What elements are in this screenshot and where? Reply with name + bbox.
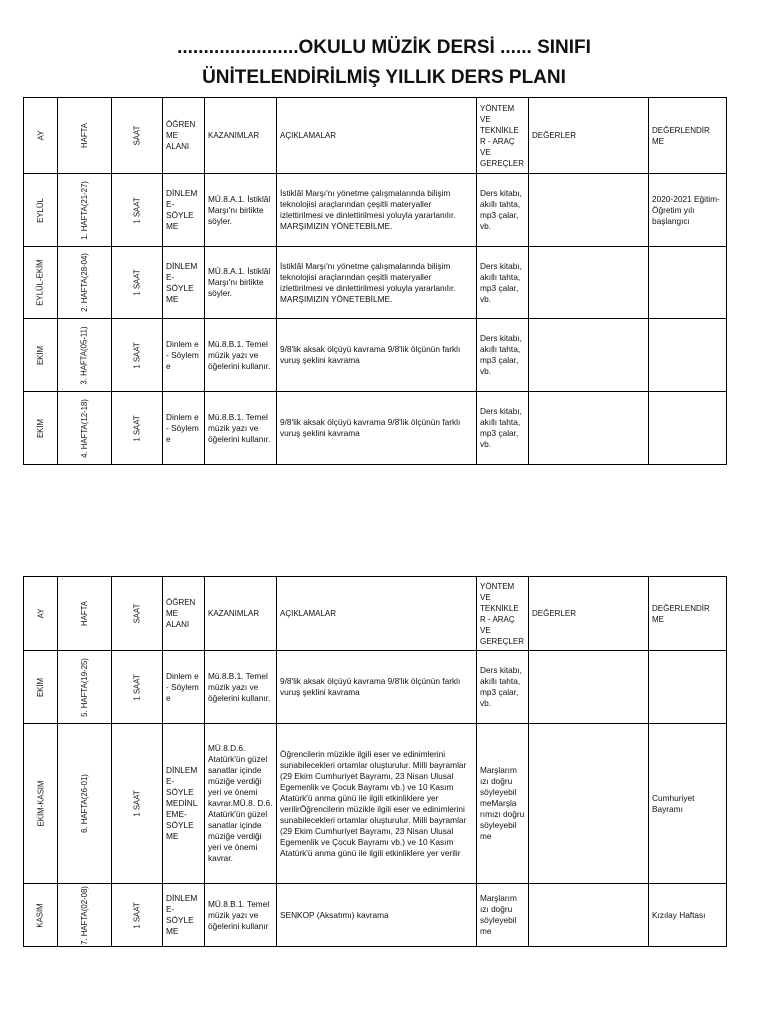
header-hafta	[58, 98, 112, 174]
cell-ay	[24, 319, 58, 392]
cell-yontem: Marşlarım ızı doğru söyleyebil meMarşla rımızı doğru söyleyebil me	[477, 724, 529, 884]
cell-degerlendirme: Cumhuriyet Bayramı	[649, 724, 727, 884]
plan-table-1	[23, 97, 727, 465]
header-saat	[112, 577, 163, 651]
header-aciklamalar: AÇIKLAMALAR	[277, 98, 477, 174]
header-aciklamalar: AÇIKLAMALAR	[277, 577, 477, 651]
cell-ogrenme: DİNLEM E-SÖYLE MEDİNL EME-SÖYLE ME	[163, 724, 205, 884]
header-ogrenme: ÖĞREN ME ALANI	[163, 98, 205, 174]
cell-degerlendirme	[649, 319, 727, 392]
cell-yontem: Ders kitabı, akıllı tahta, mp3 çalar, vb.	[477, 247, 529, 319]
header-kazanimlar: KAZANIMLAR	[205, 98, 277, 174]
document-title: .......................OKULU MÜZİK DERSİ ...... SINIFI	[177, 37, 591, 58]
cell-degerler	[529, 884, 649, 947]
cell-hafta-label: 5. HAFTA(19-25)	[80, 657, 89, 717]
cell-kazanim: Mü.8.B.1. Temel müzik yazı ve öğelerini kullanır.	[205, 319, 277, 392]
plan-table-2	[23, 576, 727, 947]
cell-yontem: Ders kitabı, akıllı tahta, mp3 çalar, vb.	[477, 174, 529, 247]
cell-hafta-label: 7. HAFTA(02-08)	[80, 885, 89, 945]
header-saat-label: SAAT	[132, 603, 142, 624]
cell-degerler	[529, 724, 649, 884]
cell-ay-label: KASIM	[35, 902, 45, 928]
cell-kazanim: MÜ.8.A.1. İstiklâl Marşı'nı birlikte söyler.	[205, 247, 277, 319]
table-row	[24, 651, 727, 724]
cell-hafta	[58, 174, 112, 247]
cell-degerler	[529, 651, 649, 724]
cell-degerlendirme: 2020-2021 Eğitim-Öğretim yılı başlangıcı	[649, 174, 727, 247]
cell-ay-label: EYLÜL-EKİM	[36, 259, 45, 306]
header-row	[24, 98, 727, 174]
cell-aciklama: Öğrencilerin müzikle ilgili eser ve edinimlerini sunabilecekleri ortamlar oluşturulur. Milli bayramlar (29 Ekim Cumhuriyet Bayramı, 23 Nisan Ulusal Egemenlik ve Çocuk Bayramı vb.) ve 10 Kasım Atatürk'ü anma günü ile ilgili etkinliklere yer verilirÖğrencilerin müzikle ilgili eser ve edinimlerini sunabilecekleri ortamlar oluşturulur. Milli bayramlar (29 Ekim Cumhuriyet Bayramı, 23 Nisan Ulusal Egemenlik ve Çocuk Bayramı vb.) ve 10 Kasım Atatürk'ü anma günü ile ilgili etkinliklere yer verilir	[277, 724, 477, 884]
cell-aciklama: İstiklâl Marşı'nı yönetme çalışmalarında bilişim teknolojisi araçlarından çeşitli materyaller izlettirilmesi ve dinlettirilmesi yoluyla yararlanılır. MARŞIMIZIN YÖNETEBİLME.	[277, 174, 477, 247]
cell-aciklama: 9/8'lik aksak ölçüyü kavrama 9/8'lik ölçünün farklı vuruş şeklini kavrama	[277, 651, 477, 724]
cell-yontem: Ders kitabı, akıllı tahta, mp3 çalar, vb.	[477, 392, 529, 465]
cell-saat-label: 1 SAAT	[132, 901, 142, 929]
cell-ogrenme: DİNLEM E-SÖYLE ME	[163, 884, 205, 947]
cell-ogrenme: DİNLEM E-SÖYLE ME	[163, 174, 205, 247]
header-kazanimlar: KAZANIMLAR	[205, 577, 277, 651]
cell-degerlendirme	[649, 247, 727, 319]
cell-saat-label: 1 SAAT	[132, 341, 142, 369]
cell-hafta	[58, 884, 112, 947]
cell-degerler	[529, 174, 649, 247]
cell-saat	[112, 319, 163, 392]
cell-ogrenme: DİNLEM E-SÖYLE ME	[163, 247, 205, 319]
header-ay	[24, 98, 58, 174]
cell-saat	[112, 174, 163, 247]
table-row	[24, 174, 727, 247]
header-degerlendirme: DEĞERLENDİR ME	[649, 98, 727, 174]
cell-degerler	[529, 247, 649, 319]
cell-ay	[24, 884, 58, 947]
cell-hafta-label: 2. HAFTA(28-04)	[80, 253, 89, 312]
header-yontem: YÖNTEM VE TEKNİKLE R - ARAÇ VE GEREÇLER	[477, 98, 529, 174]
cell-hafta	[58, 319, 112, 392]
cell-saat	[112, 724, 163, 884]
cell-saat	[112, 392, 163, 465]
cell-aciklama: 9/8'lik aksak ölçüyü kavrama 9/8'lik ölçünün farklı vuruş şeklini kavrama	[277, 392, 477, 465]
header-saat-label: SAAT	[132, 125, 142, 146]
cell-aciklama: İstiklâl Marşı'nı yönetme çalışmalarında bilişim teknolojisi araçlarından çeşitli materyaller izlettirilmesi ve dinlettirilmesi yoluyla yararlanılır. MARŞIMIZIN YÖNETEBİLME.	[277, 247, 477, 319]
cell-hafta	[58, 651, 112, 724]
cell-ogrenme: Dinlem e - Söylem e	[163, 319, 205, 392]
cell-ogrenme: Dinlem e - Söylem e	[163, 651, 205, 724]
cell-kazanim: Mü.8.B.1. Temel müzik yazı ve öğelerini kullanır.	[205, 392, 277, 465]
cell-yontem: Ders kitabı, akıllı tahta, mp3 çalar, vb.	[477, 319, 529, 392]
header-ay	[24, 577, 58, 651]
cell-ogrenme: Dinlem e - Söylem e	[163, 392, 205, 465]
cell-ay	[24, 724, 58, 884]
cell-hafta-label: 1. HAFTA(21-27)	[80, 180, 89, 240]
header-hafta	[58, 577, 112, 651]
header-degerler: DEĞERLER	[529, 577, 649, 651]
cell-saat	[112, 247, 163, 319]
cell-hafta-label: 6. HAFTA(26-01)	[80, 774, 89, 833]
cell-degerlendirme	[649, 392, 727, 465]
cell-saat-label: 1 SAAT	[132, 269, 142, 296]
cell-degerler	[529, 319, 649, 392]
table-row	[24, 884, 727, 947]
cell-saat	[112, 651, 163, 724]
cell-kazanim: MÜ.8.A.1. İstiklâl Marşı'nı birlikte söyler.	[205, 174, 277, 247]
cell-yontem: Ders kitabı, akıllı tahta, mp3 çalar, vb.	[477, 651, 529, 724]
cell-kazanim: MÜ.8.D.6. Atatürk'ün güzel sanatlar içinde müziğe verdiği yeri ve önemi kavrar.MÜ.8. D.6. Atatürk'ün güzel sanatlar içinde müziğe verdiği yeri ve önemi kavrar.	[205, 724, 277, 884]
header-ay-label: AY	[35, 130, 45, 141]
cell-ay-label: EKİM-KASIM	[36, 780, 46, 827]
cell-hafta	[58, 247, 112, 319]
cell-saat-label: 1 SAAT	[132, 414, 142, 442]
cell-saat-label: 1 SAAT	[132, 790, 142, 817]
header-saat	[112, 98, 163, 174]
header-degerler: DEĞERLER	[529, 98, 649, 174]
cell-ay-label: EKİM	[36, 677, 45, 697]
table-row	[24, 392, 727, 465]
cell-hafta	[58, 392, 112, 465]
cell-ay	[24, 651, 58, 724]
cell-ay-label: EYLÜL	[36, 197, 45, 223]
cell-degerler	[529, 392, 649, 465]
header-hafta-label: HAFTA	[79, 601, 89, 626]
header-row	[24, 577, 727, 651]
header-ay-label: AY	[35, 608, 45, 619]
cell-degerlendirme: Kızılay Haftası	[649, 884, 727, 947]
cell-degerlendirme	[649, 651, 727, 724]
document-subtitle: ÜNİTELENDİRİLMİŞ YILLIK DERS PLANI	[202, 67, 566, 88]
header-degerlendirme: DEĞERLENDİR ME	[649, 577, 727, 651]
table-row	[24, 724, 727, 884]
table-row	[24, 319, 727, 392]
cell-ay	[24, 247, 58, 319]
cell-saat	[112, 884, 163, 947]
cell-aciklama: SENKOP (Aksatımı) kavrama	[277, 884, 477, 947]
cell-saat-label: 1 SAAT	[132, 673, 142, 701]
cell-ay	[24, 392, 58, 465]
header-ogrenme: ÖĞREN ME ALANI	[163, 577, 205, 651]
header-hafta-label: HAFTA	[79, 123, 89, 148]
cell-kazanim: MÜ.8.B.1. Temel müzik yazı ve öğelerini kullanır	[205, 884, 277, 947]
cell-hafta-label: 4. HAFTA(12-18)	[80, 398, 89, 458]
cell-ay-label: EKİM	[36, 418, 45, 438]
cell-ay-label: EKİM	[36, 345, 45, 365]
cell-kazanim: Mü.8.B.1. Temel müzik yazı ve öğelerini kullanır.	[205, 651, 277, 724]
cell-aciklama: 9/8'lik aksak ölçüyü kavrama 9/8'lik ölçünün farklı vuruş şeklini kavrama	[277, 319, 477, 392]
table-row	[24, 247, 727, 319]
header-yontem: YÖNTEM VE TEKNİKLE R - ARAÇ VE GEREÇLER	[477, 577, 529, 651]
cell-hafta-label: 3. HAFTA(05-11)	[80, 325, 90, 385]
cell-ay	[24, 174, 58, 247]
cell-saat-label: 1 SAAT	[132, 196, 142, 224]
cell-yontem: Marşlarım ızı doğru söyleyebil me	[477, 884, 529, 947]
cell-hafta	[58, 724, 112, 884]
